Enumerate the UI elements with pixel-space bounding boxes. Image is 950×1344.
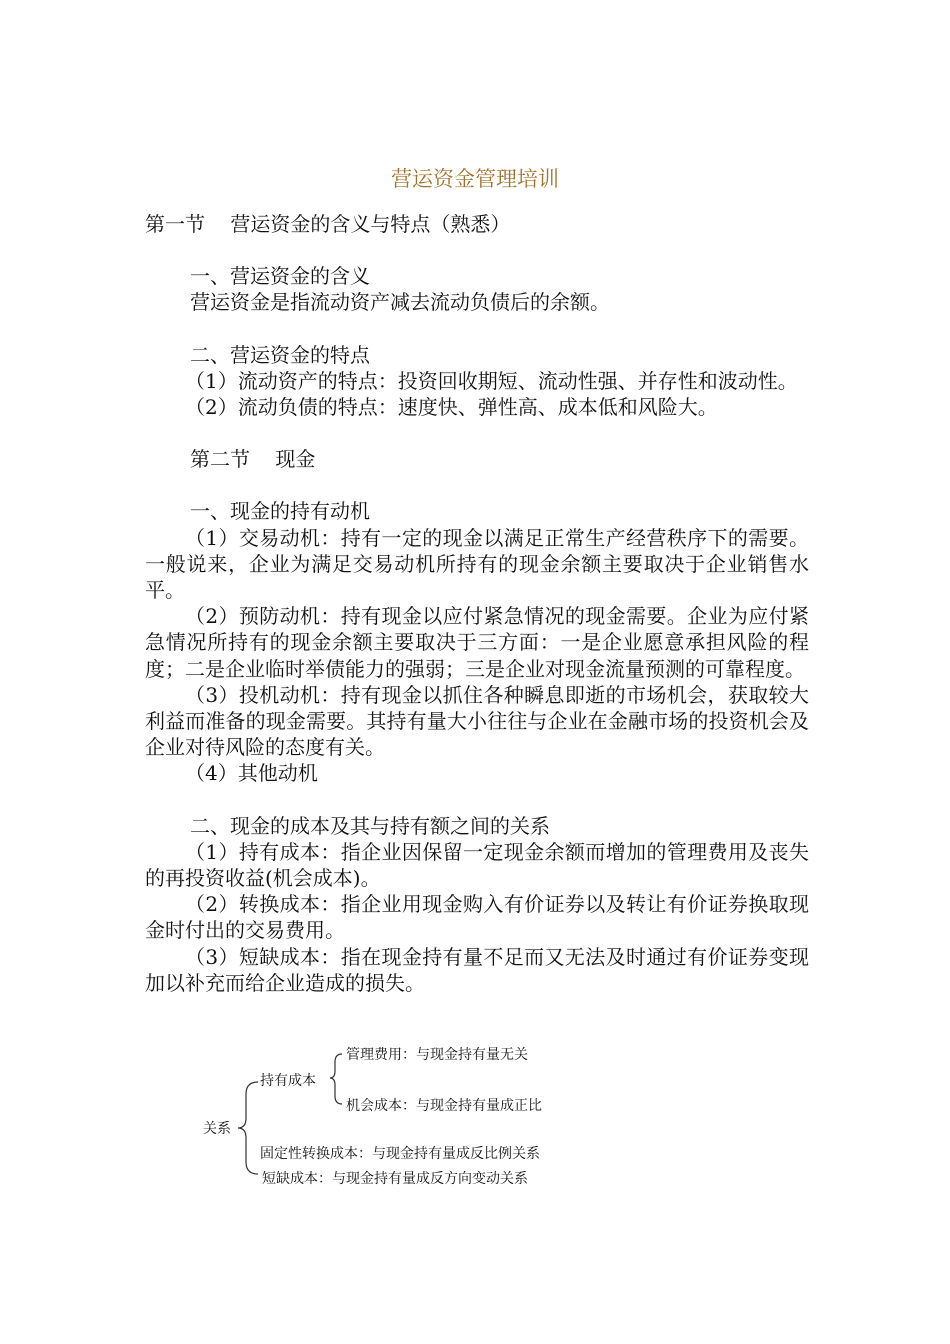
- paragraph: （3）短缺成本：指在现金持有量不足而又无法及时通过有价证券变现加以补充而给企业造成的损失。: [145, 944, 809, 995]
- document-body: [145, 211, 809, 996]
- spacer: [145, 316, 809, 342]
- section-1-subheading-2: 二、营运资金的特点: [190, 342, 370, 367]
- section-2-heading: 第二节 现金: [190, 447, 316, 472]
- paragraph: （2）转换成本：指企业用现金购入有价证券以及转让有价证券换取现金时付出的交易费用。: [145, 892, 809, 943]
- diagram-conversion-cost: 固定性转换成本：与现金持有量成反比例关系: [260, 1146, 540, 1162]
- paragraph: （1）持有成本：指企业因保留一定现金余额而增加的管理费用及丧失的再投资收益(机会成本)。: [145, 839, 809, 891]
- inner-brace: [330, 1054, 342, 1104]
- paragraph: （1）流动资产的特点：投资回收期短、流动性强、并存性和波动性。: [185, 368, 798, 393]
- paragraph: （2）预防动机：持有现金以应付紧急情况的现金需要。企业为应付紧急情况所持有的现金余额主要取决于三方面：一是企业愿意承担风险的程度；二是企业临时举债能力的强弱；三是企业对现金流量预测的可靠程度。: [145, 604, 809, 681]
- diagram-opportunity-cost: 机会成本：与现金持有量成正比: [346, 1098, 542, 1114]
- document-title: 营运资金管理培训: [391, 167, 559, 191]
- section-2-subheading-1: 一、现金的持有动机: [190, 499, 370, 524]
- paragraph: （4）其他动机: [185, 761, 318, 786]
- section-1-heading: 第一节 营运资金的含义与特点（熟悉）: [145, 212, 511, 236]
- diagram-shortage-cost: 短缺成本：与现金持有量成反方向变动关系: [262, 1171, 528, 1187]
- spacer: [145, 472, 809, 498]
- cost-relationship-diagram: [196, 1038, 616, 1198]
- spacer: [145, 420, 809, 446]
- diagram-holding-cost: 持有成本: [260, 1073, 316, 1089]
- paragraph: （3）投机动机：持有现金以抓住各种瞬息即逝的市场机会，获取较大利益而准备的现金需要。其持有量大小往往与企业在金融市场的投资机会及企业对待风险的态度有关。: [145, 682, 809, 760]
- paragraph: 营运资金是指流动资产减去流动负债后的余额。: [190, 290, 610, 315]
- section-1-subheading-1: 一、营运资金的含义: [190, 264, 370, 289]
- spacer: [145, 787, 809, 813]
- diagram-management-fee: 管理费用：与现金持有量无关: [346, 1047, 528, 1063]
- paragraph: （1）交易动机：持有一定的现金以满足正常生产经营秩序下的需要。一般说来，企业为满足交易动机所持有的现金余额主要取决于企业销售水平。: [145, 525, 809, 603]
- section-2-subheading-2: 二、现金的成本及其与持有额之间的关系: [190, 813, 550, 838]
- outer-brace: [238, 1082, 258, 1174]
- spacer: [145, 237, 809, 263]
- paragraph: （2）流动负债的特点：速度快、弹性高、成本低和风险大。: [185, 395, 718, 420]
- diagram-root-label: 关系: [203, 1121, 231, 1137]
